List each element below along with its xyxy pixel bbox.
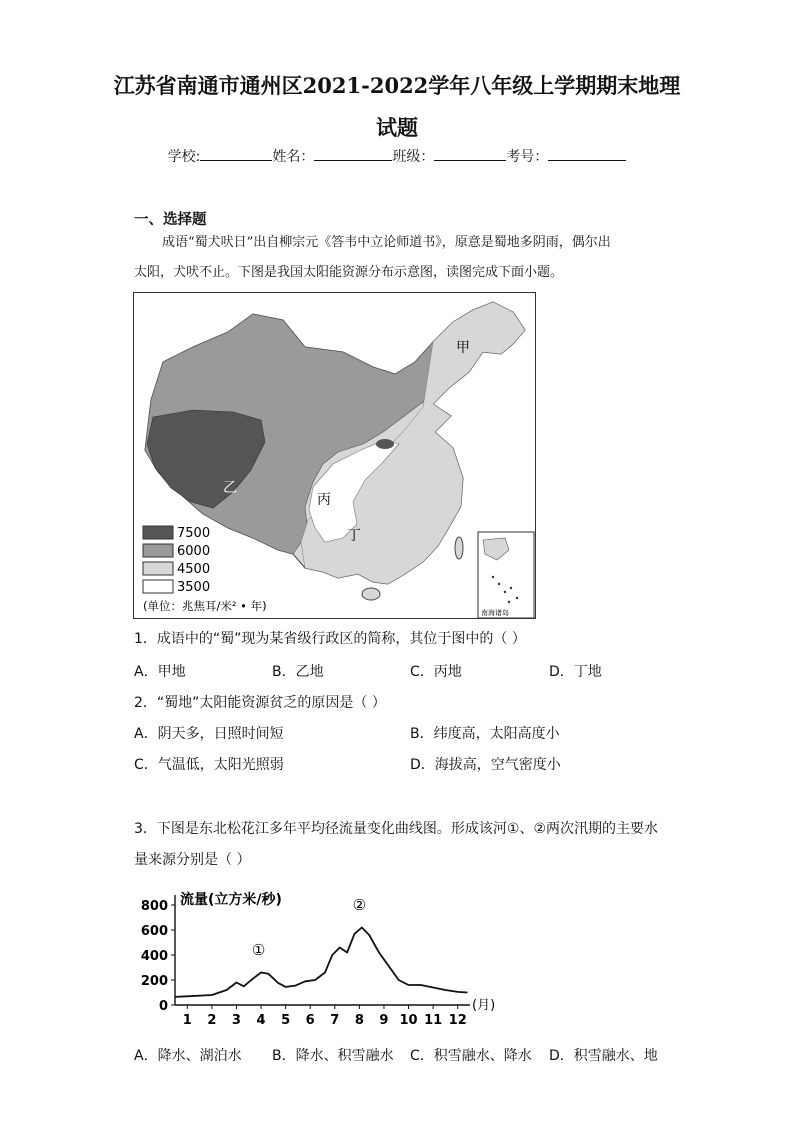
zone-7500-small — [376, 439, 394, 449]
legend-label-7500: 7500 — [177, 526, 211, 541]
legend-label-4500: 4500 — [177, 562, 211, 577]
hainan-island — [362, 588, 380, 600]
q3-option-c[interactable]: C．积雪融水、降水 — [410, 1048, 532, 1064]
x-tick-label-5: 5 — [281, 1013, 291, 1028]
legend-swatch-6000 — [143, 544, 173, 557]
exam-label: 考号： — [506, 149, 549, 165]
q1-option-b[interactable]: B．乙地 — [272, 664, 324, 680]
y-tick-label-0: 0 — [158, 999, 168, 1014]
x-tick-label-2: 2 — [207, 1013, 217, 1028]
x-tick-label-10: 10 — [399, 1013, 418, 1028]
section-heading: 一、选择题 — [134, 212, 207, 228]
student-info-line — [0, 146, 794, 166]
name-blank[interactable] — [314, 146, 392, 161]
q1-option-d[interactable]: D．丁地 — [549, 664, 602, 680]
q2-option-c[interactable]: C．气温低，太阳光照弱 — [134, 757, 284, 773]
y-axis — [141, 899, 175, 1014]
intro-line1: 成语“蜀犬吠日”出自柳宗元《答韦中立论师道书》，原意是蜀地多阴雨，偶尔出 — [162, 235, 611, 250]
y-tick-label-200: 200 — [140, 974, 168, 989]
intro-line2: 太阳，犬吠不止。下图是我国太阳能资源分布示意图，读图完成下面小题。 — [134, 265, 564, 280]
school-blank[interactable] — [200, 146, 272, 161]
exam-blank[interactable] — [548, 146, 626, 161]
q2-option-b[interactable]: B．纬度高，太阳高度小 — [410, 726, 560, 742]
q1-option-a[interactable]: A．甲地 — [134, 664, 186, 680]
label-yi: 乙 — [223, 480, 237, 496]
label-ding: 丁 — [347, 528, 361, 544]
legend-swatch-3500 — [143, 580, 173, 593]
q3-option-a[interactable]: A．降水、湖泊水 — [134, 1048, 242, 1064]
q1-stem: 1．成语中的“蜀”现为某省级行政区的简称，其位于图中的（ ） — [134, 631, 526, 647]
q1-option-c[interactable]: C．丙地 — [410, 664, 462, 680]
peak-marker-2: ② — [352, 896, 367, 914]
x-tick-label-9: 9 — [379, 1013, 389, 1028]
q3-option-d[interactable]: D．积雪融水、地 — [549, 1048, 658, 1064]
x-axis-label: (月) — [472, 998, 496, 1013]
discharge-chart — [130, 880, 510, 1030]
taiwan-island — [455, 537, 463, 559]
q2-stem: 2．“蜀地”太阳能资源贫乏的原因是（ ） — [134, 695, 386, 711]
legend-swatch-4500 — [143, 562, 173, 575]
inset-label: 南海诸岛 — [481, 609, 509, 617]
q3-option-b[interactable]: B．降水、积雪融水 — [272, 1048, 394, 1064]
x-tick-label-4: 4 — [256, 1013, 266, 1028]
y-tick-label-600: 600 — [140, 924, 168, 939]
label-jia: 甲 — [456, 340, 470, 356]
x-tick-label-3: 3 — [231, 1013, 241, 1028]
x-axis — [183, 1005, 467, 1028]
legend-swatch-7500 — [143, 526, 173, 539]
q2-option-a[interactable]: A．阴天多，日照时间短 — [134, 726, 284, 742]
y-tick-label-400: 400 — [140, 949, 168, 964]
legend-label-6000: 6000 — [177, 544, 211, 559]
name-label: 姓名： — [272, 149, 315, 165]
y-tick-label-800: 800 — [140, 899, 168, 914]
q2-option-d[interactable]: D．海拔高，空气密度小 — [410, 757, 561, 773]
q3-stem-line2: 量来源分别是（ ） — [134, 852, 251, 868]
school-label: 学校: — [167, 149, 201, 165]
x-tick-label-6: 6 — [305, 1013, 315, 1028]
q3-stem-line1: 3．下图是东北松花江多年平均径流量变化曲线图。形成该河①、②两次汛期的主要水 — [134, 821, 659, 837]
legend-label-3500: 3500 — [177, 580, 211, 595]
doc-title-line1: 江苏省南通市通州区2021-2022学年八年级上学期期末地理 — [113, 73, 681, 98]
x-tick-label-1: 1 — [182, 1013, 192, 1028]
x-tick-label-11: 11 — [424, 1013, 443, 1028]
x-tick-label-8: 8 — [354, 1013, 364, 1028]
label-bing: 丙 — [317, 492, 331, 508]
series-group — [175, 928, 468, 997]
class-label: 班级： — [392, 149, 435, 165]
chart-title: 流量(立方米/秒) — [180, 892, 282, 908]
discharge-line-0 — [175, 928, 468, 997]
x-tick-label-12: 12 — [448, 1013, 467, 1028]
legend-unit: (单位：兆焦耳/米² • 年) — [143, 599, 267, 613]
x-tick-label-7: 7 — [330, 1013, 340, 1028]
peak-marker-1: ① — [251, 941, 266, 959]
solar-energy-map — [133, 292, 536, 619]
south-china-sea-inset — [478, 532, 534, 618]
doc-title-line2: 试题 — [376, 115, 418, 140]
class-blank[interactable] — [434, 146, 506, 161]
